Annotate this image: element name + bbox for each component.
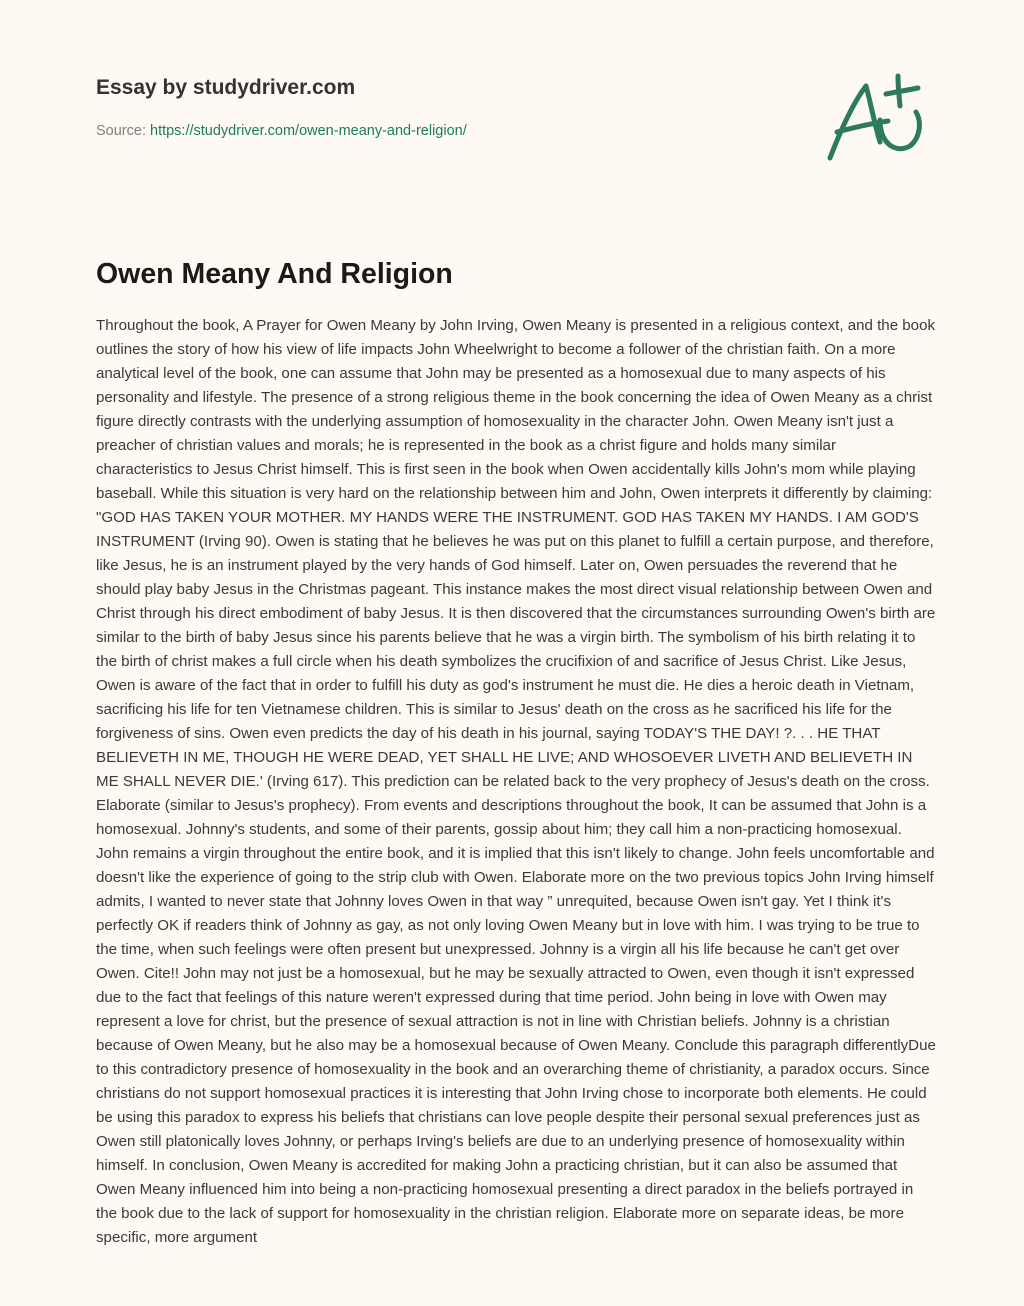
essay-body: Throughout the book, A Prayer for Owen Meany by John Irving, Owen Meany is presented in a religious context, and the book outlines the story of how his view of life impacts John Wheelwright to become a follower of the christian faith. On a more analytical level of the book, one can assume that John may be presented as a homosexual due to many aspects of his personality and lifestyle. The presence of a strong religious theme in the book concerning the idea of Owen Meany as a christ figure directly contrasts with the underlying assumption of homosexuality in the character John. Owen Meany isn't just a preacher of christian values and morals; he is represented in the book as a christ figure and holds many similar characteristics to Jesus Christ himself. This is first seen in the book when Owen accidentally kills John's mom while playing baseball. While this situation is very hard on the relationship between him and John, Owen interprets it differently by claiming: "GOD HAS TAKEN YOUR MOTHER. MY HANDS WERE THE INSTRUMENT. GOD HAS TAKEN MY HANDS. I AM GOD'S INSTRUMENT (Irving 90). Owen is stating that he believes he was put on this planet to fulfill a certain purpose, and therefore, like Jesus, he is an instrument played by the very hands of God himself. Later on, Owen persuades the reverend that he should play baby Jesus in the Christmas pageant. This instance makes the most direct visual relationship between Owen and Christ through his direct embodiment of baby Jesus. It is then discovered that the circumstances surrounding Owen's birth are similar to the birth of baby Jesus since his parents believe that he was a virgin birth. The symbolism of his birth relating it to the birth of christ makes a full circle when his death symbolizes the crucifixion of and sacrifice of Jesus Christ. Like Jesus, Owen is aware of the fact that in order to fulfill his duty as god's instrument he must die. He dies a heroic death in Vietnam, sacrificing his life for ten Vietnamese children. This is similar to Jesus' death on the cross as he sacrificed his life for the forgiveness of sins. Owen even predicts the day of his death in his journal, saying TODAY'S THE DAY! ?. . . HE THAT BELIEVETH IN ME, THOUGH HE WERE DEAD, YET SHALL HE LIVE; AND WHOSOEVER LIVETH AND BELIEVETH IN ME SHALL NEVER DIE.' (Irving 617). This prediction can be related back to the very prophecy of Jesus's death on the cross. Elaborate (similar to Jesus's prophecy). From events and descriptions throughout the book, It can be assumed that John is a homosexual. Johnny's students, and some of their parents, gossip about him; they call him a non-practicing homosexual. John remains a virgin throughout the entire book, and it is implied that this isn't likely to change. John feels uncomfortable and doesn't like the experience of going to the strip club with Owen. Elaborate more on the two previous topics John Irving himself admits, I wanted to never state that Johnny loves Owen in that way ” unrequited, because Owen isn't gay. Yet I think it's perfectly OK if readers think of Johnny as gay, as not only loving Owen Meany but in love with him. I was trying to be true to the time, when such feelings were often present but unexpressed. Johnny is a virgin all his life because he can't get over Owen. Cite!! John may not just be a homosexual, but he may be sexually attracted to Owen, even though it isn't expressed due to the fact that feelings of this nature weren't expressed during that time period. John being in love with Owen may represent a love for christ, but the presence of sexual attraction is not in line with Christian beliefs. Johnny is a christian because of Owen Meany, but he also may be a homosexual because of Owen Meany. Conclude this paragraph differentlyDue to this contradictory presence of homosexuality in the book and an overarching theme of christianity, a paradox occurs. Since christians do not support homosexual practices it is interesting that John Irving chose to incorporate both elements. He could be using this paradox to express his beliefs that christians can love people despite their personal sexual preferences just as Owen still platonically loves Johnny, or perhaps Irving's beliefs are due to an underlying presence of homosexuality within himself. In conclusion, Owen Meany is accredited for making John a practicing christian, but it can also be assumed that Owen Meany influenced him into being a non-practicing homosexual presenting a direct paradox in the beliefs portrayed in the book due to the lack of support for homosexuality in the christian religion. Elaborate more on separate ideas, be more specific, more argument (96, 317, 936, 1246)
essay-title: Owen Meany And Religion (96, 258, 453, 290)
source-link[interactable]: https://studydriver.com/owen-meany-and-religion/ (150, 123, 467, 139)
page-header (96, 74, 467, 140)
a-plus-grade-icon (818, 66, 934, 166)
site-title: Essay by studydriver.com (96, 76, 356, 99)
source-line (96, 122, 467, 140)
source-label: Source: (96, 123, 150, 139)
